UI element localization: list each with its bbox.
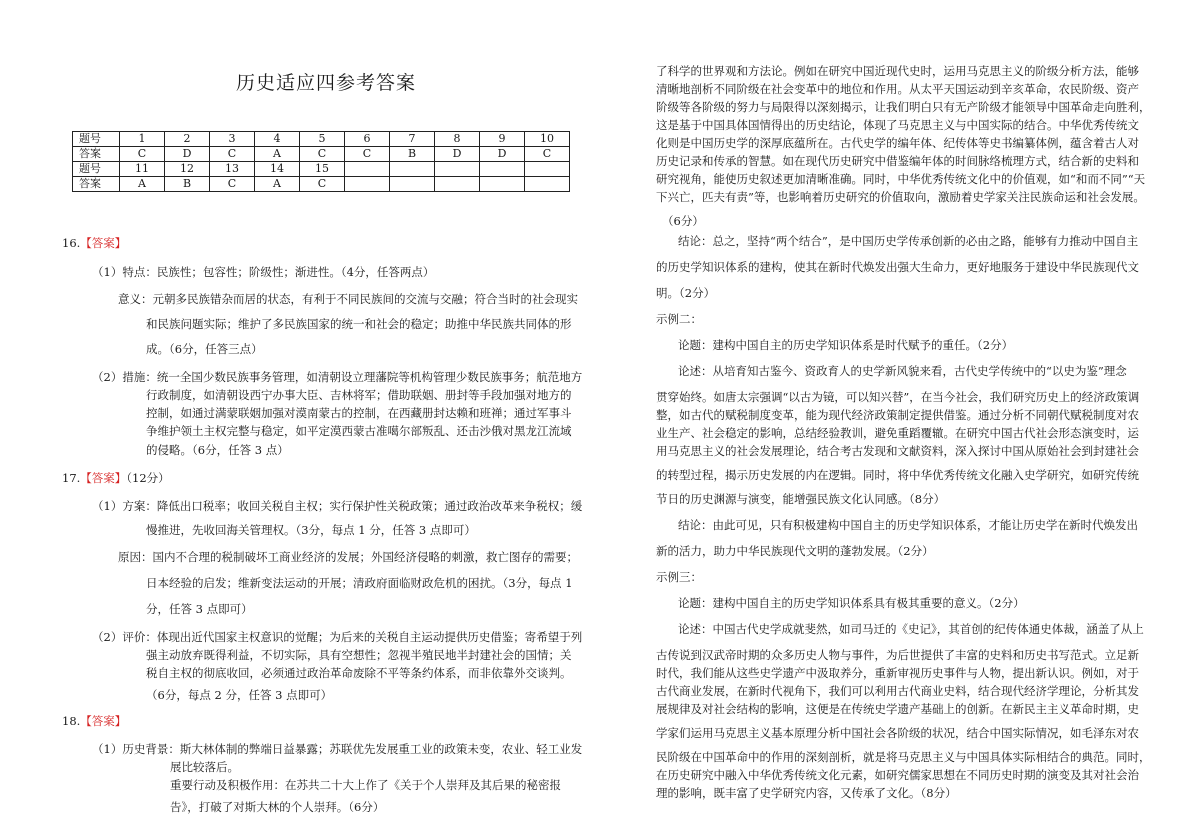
answer-table-cell: 15 [300,162,345,177]
line-text: 示例二： [656,312,702,326]
text-line [656,424,1139,442]
answer-table-header-cell: 题号 [73,132,120,147]
line-text: 意义：元朝多民族错杂而居的状态，有利于不同民族间的交流与交融；符合当时的社会现实 [118,292,578,306]
text-line [678,232,1138,250]
text-line [118,548,578,566]
answer-table-cell: A [120,177,165,192]
answer-table-cell: C [345,147,390,162]
line-text: 原因：国内不合理的税制破坏工商业经济的发展；外国经济侵略的刺激，救亡图存的需要； [118,550,578,564]
line-text: 用马克思主义的社会发展理论，结合考古发现和文献资料，深入探讨中国从原始社会到封建社会 [656,444,1139,458]
text-line [146,315,572,333]
line-text: 节日的历史渊源与演变，能增强民族文化认同感。（8分） [656,492,946,506]
text-line [146,574,573,592]
answer-table-cell: D [165,147,210,162]
line-text: （1）特点：民族性；包容性；阶级性；渐进性。（4分，任答两点） [92,265,435,279]
line-text: 日本经验的启发；维新变法运动的开展；清政府面临财政危机的困扰。（3分，每点 1 [146,576,573,590]
text-line [62,234,126,252]
line-text: 古代商业发展，在新时代视角下，我们可以利用古代商业史料，结合现代经济学理论，分析其发 [656,684,1139,698]
text-line [146,686,332,704]
text-line [656,568,702,586]
answer-table-cell: C [300,177,345,192]
line-text: （1）方案：降低出口税率；收回关税自主权；实行保护性关税政策；通过政治改革来争税权；缓 [92,499,583,513]
line-text: 成。（6分，任答三点） [146,342,263,356]
page-title: 历史适应四参考答案 [236,72,417,94]
line-text: 论题：建构中国自主的历史学知识体系是时代赋予的重任。（2分） [678,338,1014,352]
line-text: 学家们运用马克思主义基本原理分析中国社会各阶级的状况，结合中国实际情况，如毛泽东对农 [656,726,1139,740]
text-line [92,368,582,386]
answer-table-cell [435,162,480,177]
line-text: 在历史研究中融入中华优秀传统文化元素，如研究儒家思想在不同历史时期的演变及其对社会治 [656,768,1139,782]
answer-table-row [73,147,570,162]
answer-table-cell: B [390,147,435,162]
text-line [170,758,239,776]
answer-table-row [73,132,570,147]
text-line [656,170,1145,188]
answer-table-row [73,177,570,192]
line-text: 分，任答 3 点即可） [146,602,253,616]
line-text: 16. [62,236,81,250]
text-line [656,700,1139,718]
answer-table-cell: D [480,147,525,162]
line-text: 理的影响，既丰富了史学研究内容，又传承了文化。（8分） [656,786,957,800]
line-text: 贯穿始终。如唐太宗强调“以古为镜，可以知兴替”，在当今社会，我们研究历史上的经济政策调 [656,390,1140,404]
line-text: 强主动放弃既得利益，不切实际，具有空想性；忽视半殖民地半封建社会的国情；关 [146,648,572,662]
line-text: 示例三： [656,570,702,584]
line-text: 税自主权的彻底收回，必须通过政治革命废除不平等条约体系，而非依靠外交谈判。 [146,666,572,680]
text-line [678,620,1144,638]
answer-label: 【答案】 [80,236,127,250]
line-text: 论述：从培育知古鉴今、资政育人的史学新风貌来看，古代史学传统中的“以史为鉴”理念 [678,364,1127,378]
line-text: 展规律及对社会结构的影响，这便是在传统史学遗产基础上的创新。在新民主主义革命时期，史 [656,702,1139,716]
text-line [656,646,1139,664]
answer-table-cell: 14 [255,162,300,177]
text-line [146,340,263,358]
answer-table-cell: 4 [255,132,300,147]
answer-table-cell [480,162,525,177]
answer-table-cell: C [525,147,570,162]
answer-table-cell: 3 [210,132,255,147]
text-line [146,441,289,459]
line-text: 清晰地剖析不同阶级在社会变革中的地位和作用。从太平天国运动到辛亥革命，农民阶级、资产 [656,82,1139,96]
line-text: 行政制度，如清朝设西宁办事大臣、吉林将军；借助联姻、册封等手段加强对地方的 [146,388,572,402]
answer-table [72,131,570,192]
answer-table-cell: 13 [210,162,255,177]
line-text: 论述：中国古代史学成就斐然，如司马迁的《史记》，其首创的纪传体通史体裁，涵盖了从上 [678,622,1144,636]
answer-table-cell [390,177,435,192]
text-line [656,724,1139,742]
line-text: 历史记录和传承的智慧。如在现代历史研究中借鉴编年体的时间脉络梳理方式，结合新的史料和 [656,154,1139,168]
text-line [656,664,1139,682]
text-line [118,290,578,308]
text-line [656,188,1145,206]
line-text: 化则是中国历史学的深厚底蕴所在。古代史学的编年体、纪传体等史书编纂体例，蕴含着古人对 [656,136,1139,150]
text-line [146,386,572,404]
line-text: 的转型过程，揭示历史发展的内在逻辑。同时，将中华优秀传统文化融入史学研究，如研究传统 [656,468,1139,482]
answer-table-cell [390,162,435,177]
answer-table-cell: 5 [300,132,345,147]
answer-table-cell [525,177,570,192]
text-line [170,798,384,816]
text-line [92,497,582,515]
answer-table-cell: C [210,177,255,192]
text-line [656,490,945,508]
answer-table-cell: 7 [390,132,435,147]
text-line [62,712,126,730]
answer-table-cell: C [120,147,165,162]
line-text: 时代，我们能从这些史学遗产中汲取养分，重新审视历史事件与人物，提出新认识。例如，对于 [656,666,1139,680]
answer-label: 【答案】 [80,714,127,728]
line-text: 这是基于中国具体国情得出的历史结论，体现了马克思主义与中国实际的结合。中华优秀传统文 [656,118,1139,132]
text-line [62,469,170,487]
text-line [656,766,1139,784]
text-line [656,258,1139,276]
answer-table-cell [345,177,390,192]
answer-table-cell: C [210,147,255,162]
text-line [146,664,572,682]
line-text: （6分，每点 2 分，任答 3 点即可） [146,688,333,702]
line-text: 古传说到汉武帝时期的众多历史人物与事件，为后世提供了丰富的史料和历史书写范式。立足新 [656,648,1139,662]
line-text: 论题：建构中国自主的历史学知识体系具有极其重要的意义。（2分） [678,596,1025,610]
line-text: 和民族问题实际；维护了多民族国家的统一和社会的稳定；助推中华民族共同体的形 [146,317,572,331]
line-text: （2）措施：统一全国少数民族事务管理，如清朝设立理藩院等机构管理少数民族事务；航范地方 [92,370,583,384]
line-text: 结论：由此可见，只有积极建构中国自主的历史学知识体系，才能让历史学在新时代焕发出 [678,518,1138,532]
line-text: （1）历史背景：斯大林体制的弊端日益暴露；苏联优先发展重工业的政策未变，农业、轻工业发 [92,742,583,756]
answer-table-header-cell: 题号 [73,162,120,177]
text-line [170,776,561,794]
answer-table-cell [525,162,570,177]
line-text: 慢推进，先收回海关管理权。（3分，每点 1 分，任答 3 点即可） [146,523,476,537]
line-text: 控制，如通过满蒙联姻加强对漠南蒙古的控制，在西藏册封达赖和班禅；通过军事斗 [146,406,572,420]
text-line [656,542,934,560]
text-line [656,152,1139,170]
answer-table-cell: D [435,147,480,162]
line-text: 了科学的世界观和方法论。例如在研究中国近现代史时，运用马克思主义的阶级分析方法，能够 [656,64,1139,78]
answer-label: 【答案】 [80,471,127,485]
answer-table-cell: 1 [120,132,165,147]
text-line [656,442,1139,460]
text-line [662,212,704,230]
answer-table-cell: B [165,177,210,192]
line-text: 民阶级在中国革命中的作用的深刻剖析，就是将马克思主义与中国具体实际相结合的典范。同时， [656,750,1151,764]
answer-table-cell: 12 [165,162,210,177]
line-text: （6分） [662,214,704,228]
text-line [656,134,1139,152]
answer-table-row [73,162,570,177]
text-line [678,516,1138,534]
line-text: 新的活力，助力中华民族现代文明的蓬勃发展。（2分） [656,544,934,558]
line-text: 的历史学知识体系的建构，使其在新时代焕发出强大生命力，更好地服务于建设中华民族现代文 [656,260,1139,274]
answer-table-cell [480,177,525,192]
text-line [656,284,715,302]
line-text: 研究视角，能使历史叙述更加清晰准确。同时，中华优秀传统文化中的价值观，如“和而不同”“天 [656,172,1146,186]
answer-table-cell: 9 [480,132,525,147]
text-line [92,628,582,646]
text-line [678,362,1127,380]
text-line [146,521,476,539]
answer-table-cell: C [300,147,345,162]
text-line [146,600,253,618]
text-line [678,336,1013,354]
line-text: 告》，打破了对斯大林的个人崇拜。（6分） [170,800,385,814]
score-note: （12分） [126,471,170,485]
line-text: 重要行动及积极作用：在苏共二十大上作了《关于个人崇拜及其后果的秘密报 [170,778,561,792]
text-line [678,594,1025,612]
answer-table-cell: 11 [120,162,165,177]
line-text: 展比较落后。 [170,760,239,774]
answer-table-cell: 10 [525,132,570,147]
text-line [656,406,1139,424]
answer-table-cell [435,177,480,192]
answer-table-cell: A [255,177,300,192]
answer-table-cell [345,162,390,177]
text-line [656,310,702,328]
line-text: 的侵略。（6分，任答 3 点） [146,443,289,457]
text-line [656,62,1139,80]
answer-table-cell: A [255,147,300,162]
text-line [656,784,957,802]
answer-table-cell: 8 [435,132,480,147]
text-line [656,98,1151,116]
answer-table-cell: 6 [345,132,390,147]
line-text: 业生产、社会稳定的影响，总结经验教训，避免重蹈覆辙。在研究中国古代社会形态演变时，运 [656,426,1139,440]
text-line [656,116,1139,134]
text-line [92,263,434,281]
answer-table-header-cell: 答案 [73,147,120,162]
line-text: 17. [62,471,81,485]
line-text: 争维护领土主权完整与稳定，如平定漠西蒙古准噶尔部叛乱、还击沙俄对黑龙江流域 [146,424,572,438]
line-text: 结论：总之，坚持“两个结合”，是中国历史学传承创新的必由之路，能够有力推动中国自主 [678,234,1139,248]
line-text: （2）评价：体现出近代国家主权意识的觉醒；为后来的关税自主运动提供历史借鉴；寄希望于列 [92,630,583,644]
line-text: 18. [62,714,81,728]
text-line [656,80,1139,98]
text-line [656,748,1151,766]
text-line [92,740,582,758]
text-line [146,422,572,440]
text-line [146,404,572,422]
line-text: 下兴亡，匹夫有责”等，也影响着历史研究的价值取向，激励着史学家关注民族命运和社会发展。 [656,190,1145,204]
text-line [656,388,1139,406]
text-line [146,646,572,664]
line-text: 整，如古代的赋税制度变革，能为现代经济政策制定提供借鉴。通过分析不同朝代赋税制度对农 [656,408,1139,422]
answer-table-cell: 2 [165,132,210,147]
text-line [656,466,1139,484]
line-text: 明。（2分） [656,286,716,300]
text-line [656,682,1139,700]
answer-table-header-cell: 答案 [73,177,120,192]
line-text: 阶级等各阶级的努力与局限得以深刻揭示，让我们明白只有无产阶级才能领导中国革命走向胜利， [656,100,1151,114]
